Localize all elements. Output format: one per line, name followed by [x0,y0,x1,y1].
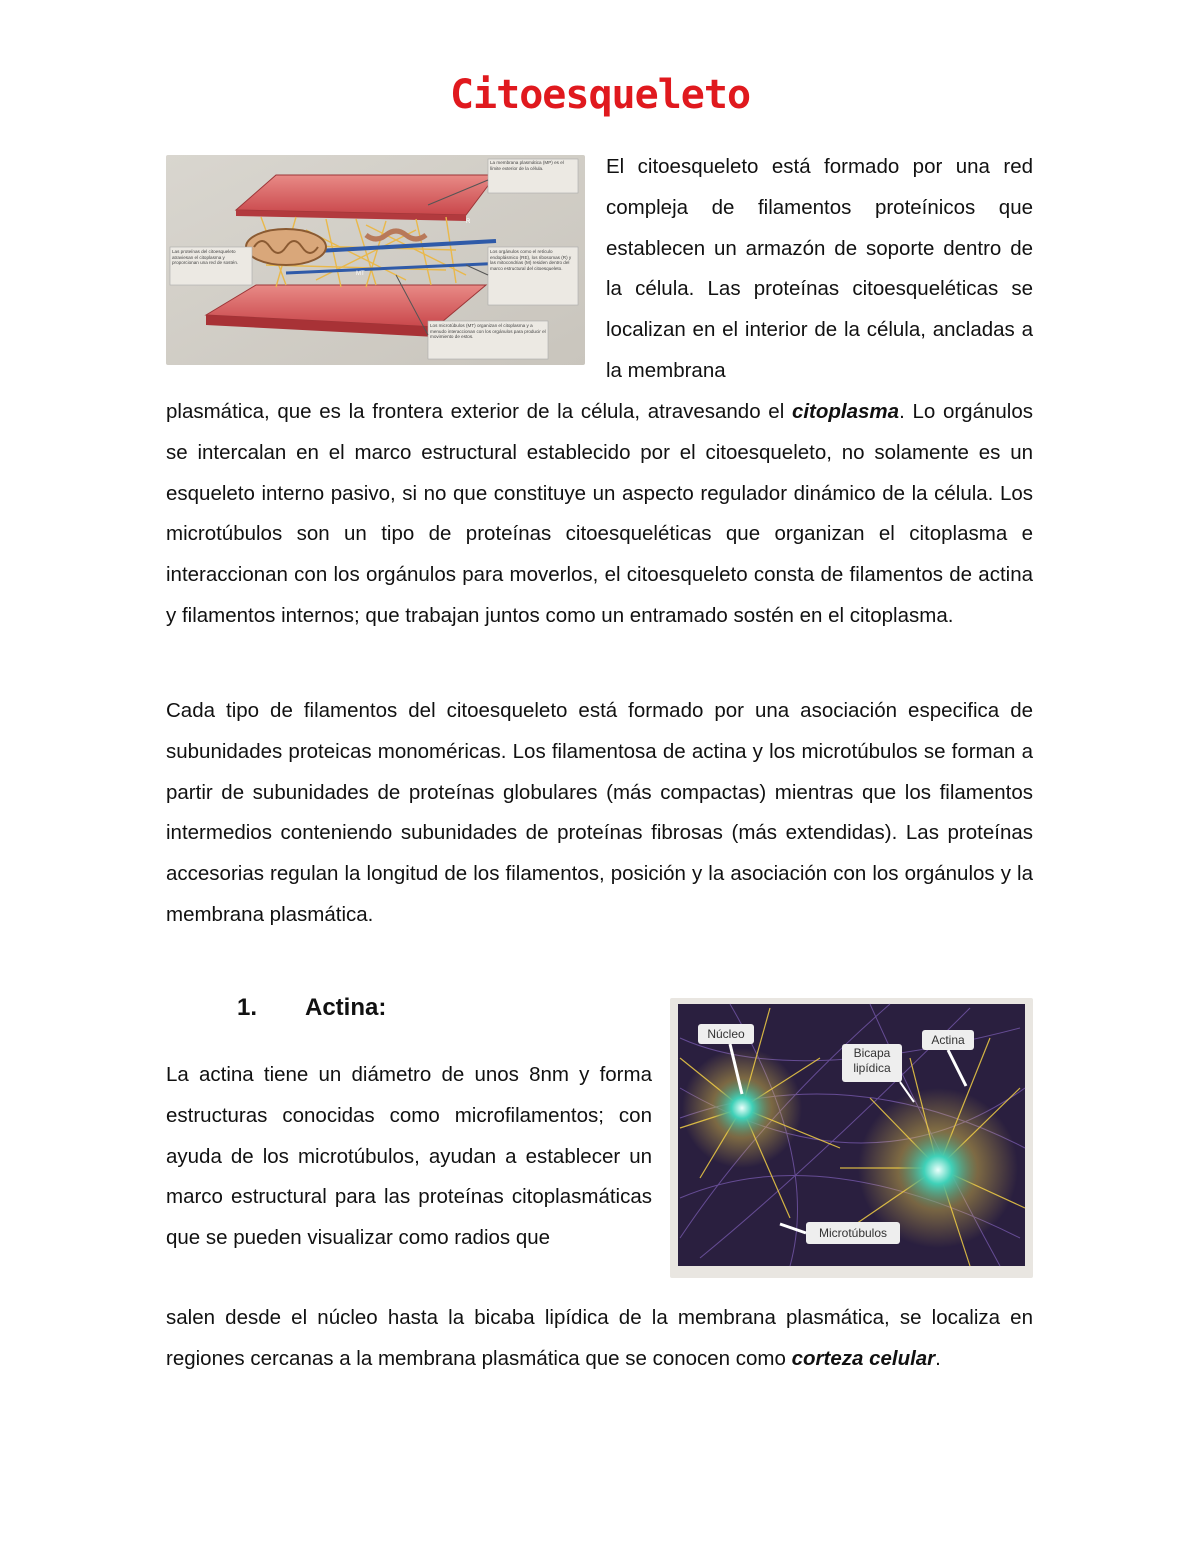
actina-text-b: . [935,1346,941,1370]
r-tag: R [466,219,471,225]
label-microtubulos: Microtúbulos [818,1226,888,1240]
section-number: 1. [237,994,258,1021]
actina-text-a: salen desde el núcleo hasta la bicaba lipídica de la membrana plasmática, se localiza en regiones cercanas a la membrana plasmática que se conocen como [166,1306,1033,1370]
filaments-paragraph: Cada tipo de filamentos del citoesqueleto está formado por una asociación especifica de subunidades proteicas monoméricas. Los filamentosa de actina y los microtúbulos se forman a partir de subunidades de proteínas globulares (más compactas) mientras que los filamentos intermedios conteniendo subunidades de proteínas fibrosas (más extendidas). Las proteínas accesorias regulan la longitud de los filamentos, posición y la asociación con los orgánulos y la membrana plasmática. [166,699,1033,926]
actina-side-text: La actina tiene un diámetro de unos 8nm y forma estructuras conocidas como microfilamentos; con ayuda de los microtúbulos, ayudan a establecer un marco estructural para las proteínas citoplasmáticas que se pueden visualizar como radios que [166,1063,652,1250]
label-microtubules: Los microtúbulos (MT) organizan el citoplasma y a menudo interaccionan con los orgánulos para producir el movimiento de estos. [430,323,546,340]
page-title: Citoesqueleto [449,72,751,118]
label-bicapa: Bicapa lipídica [853,1046,891,1075]
mt-tag: MT [356,271,365,277]
section-heading-actina [237,994,386,1022]
section-title: Actina: [305,994,387,1021]
cytoskeleton-diagram [166,155,585,365]
label-membrane: La membrana plasmática (MP) es el límite exterior de la célula. [490,160,564,171]
emphasis-corteza-celular: corteza celular [791,1346,936,1370]
intro-text-a: plasmática, que es la frontera exterior de la célula, atravesando el [166,400,792,423]
label-organelles: Los orgánulos como el retículo endoplásmico (RE), los ribosomas (R) y las mitocondrias (M) residen dentro del marco estructural del citoesqueleto. [490,249,572,271]
actina-paragraph [166,1298,1033,1380]
label-proteins: Las proteínas del citoesqueleto atraviesan el citoplasma y proporcionan una red de sostén. [172,249,239,266]
intro-text-b: . Lo orgánulos se intercalan en el marco estructural establecido por el citoesqueleto, no solamente es un esqueleto interno pasivo, si no que constituye un aspecto regulador dinámico de la célula. Los microtúbulos son un tipo de proteínas citoesqueléticas que organizan el citoplasma e interaccionan con los orgánulos para moverlos, el citoesqueleto consta de filamentos de actina y filamentos internos; que trabajan juntos como un entramado sostén en el citoplasma. [166,400,1033,627]
intro-side-text: El citoesqueleto está formado por una red compleja de filamentos proteínicos que establecen un armazón de soporte dentro de la célula. Las proteínas citoesqueléticas se localizan en el interior de la célula, ancladas a la membrana [606,155,1033,382]
label-nucleo: Núcleo [707,1027,745,1041]
actin-micrograph [670,998,1033,1278]
label-actina: Actina [931,1033,965,1047]
emphasis-citoplasma: citoplasma [791,400,900,423]
intro-paragraph [166,392,1033,637]
